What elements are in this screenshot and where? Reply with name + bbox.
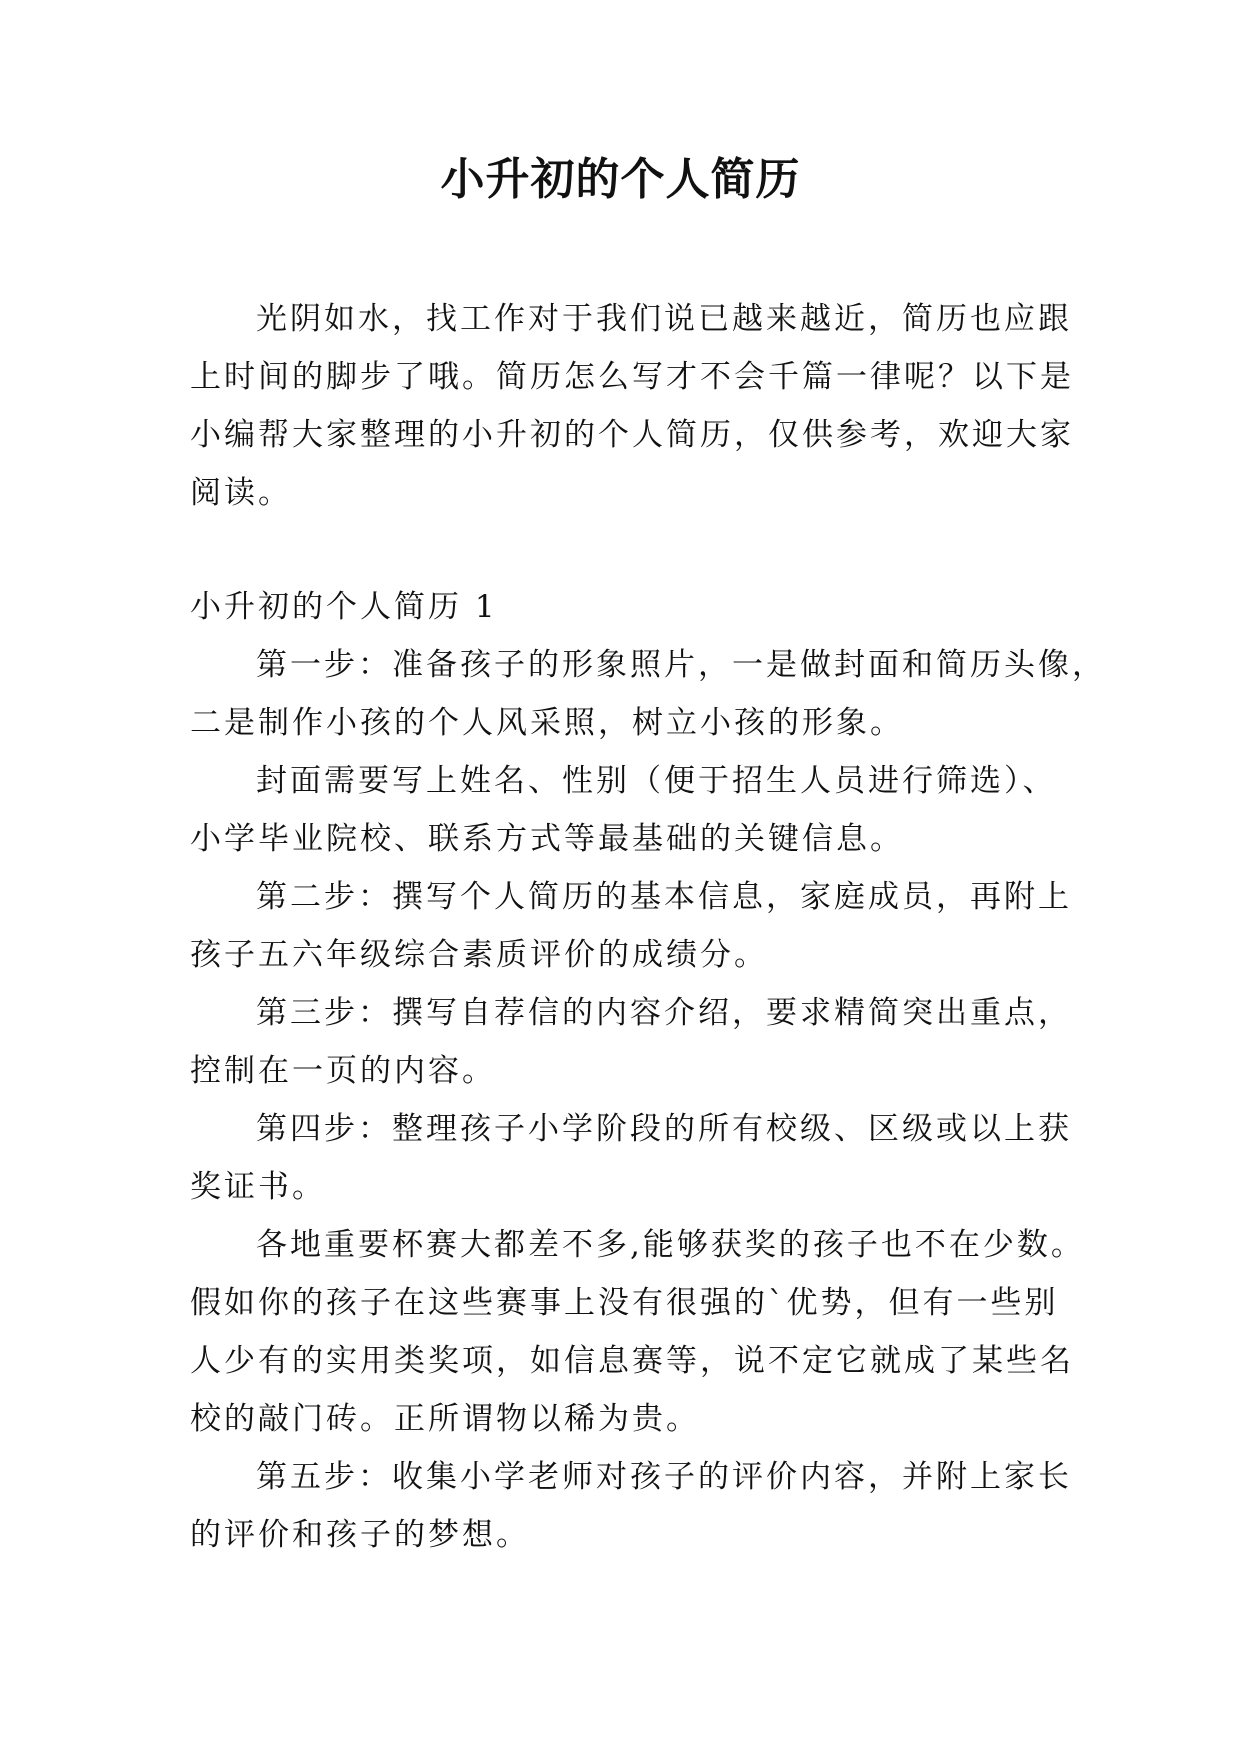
intro-line: 上时间的脚步了哦。简历怎么写才不会千篇一律呢？以下是 xyxy=(190,359,1074,395)
step-five-line: 的评价和孩子的梦想。 xyxy=(190,1517,530,1553)
cover-info-line: 封面需要写上姓名、性别（便于招生人员进行筛选）、 xyxy=(256,763,1057,799)
step-four-line: 奖证书。 xyxy=(190,1169,326,1205)
awards-line: 假如你的孩子在这些赛事上没有很强的`优势，但有一些别 xyxy=(190,1285,1059,1321)
step-three-line: 控制在一页的内容。 xyxy=(190,1053,496,1089)
step-two-line: 孩子五六年级综合素质评价的成绩分。 xyxy=(190,937,768,973)
step-three-line: 第三步：撰写自荐信的内容介绍，要求精简突出重点， xyxy=(256,995,1072,1031)
document-title: 小升初的个人简历 xyxy=(440,154,801,205)
cover-info-line: 小学毕业院校、联系方式等最基础的关键信息。 xyxy=(190,821,904,857)
intro-line: 阅读。 xyxy=(190,475,292,511)
intro-line: 光阴如水，找工作对于我们说已越来越近，简历也应跟 xyxy=(256,301,1072,337)
step-four-line: 第四步：整理孩子小学阶段的所有校级、区级或以上获 xyxy=(256,1111,1072,1147)
section-heading: 小升初的个人简历 1 xyxy=(190,589,498,625)
step-one-line: 二是制作小孩的个人风采照，树立小孩的形象。 xyxy=(190,705,904,741)
awards-line: 人少有的实用类奖项，如信息赛等，说不定它就成了某些名 xyxy=(190,1343,1074,1379)
awards-line: 校的敲门砖。正所谓物以稀为贵。 xyxy=(190,1401,700,1437)
step-one-line: 第一步：准备孩子的形象照片，一是做封面和简历头像， xyxy=(256,647,1106,683)
step-five-line: 第五步：收集小学老师对孩子的评价内容，并附上家长 xyxy=(256,1459,1072,1495)
section-body xyxy=(190,578,1106,1564)
awards-line: 各地重要杯赛大都差不多,能够获奖的孩子也不在少数。 xyxy=(256,1227,1085,1263)
intro-paragraph xyxy=(190,290,1074,522)
intro-line: 小编帮大家整理的小升初的个人简历，仅供参考，欢迎大家 xyxy=(190,417,1074,453)
step-two-line: 第二步：撰写个人简历的基本信息，家庭成员，再附上 xyxy=(256,879,1072,915)
